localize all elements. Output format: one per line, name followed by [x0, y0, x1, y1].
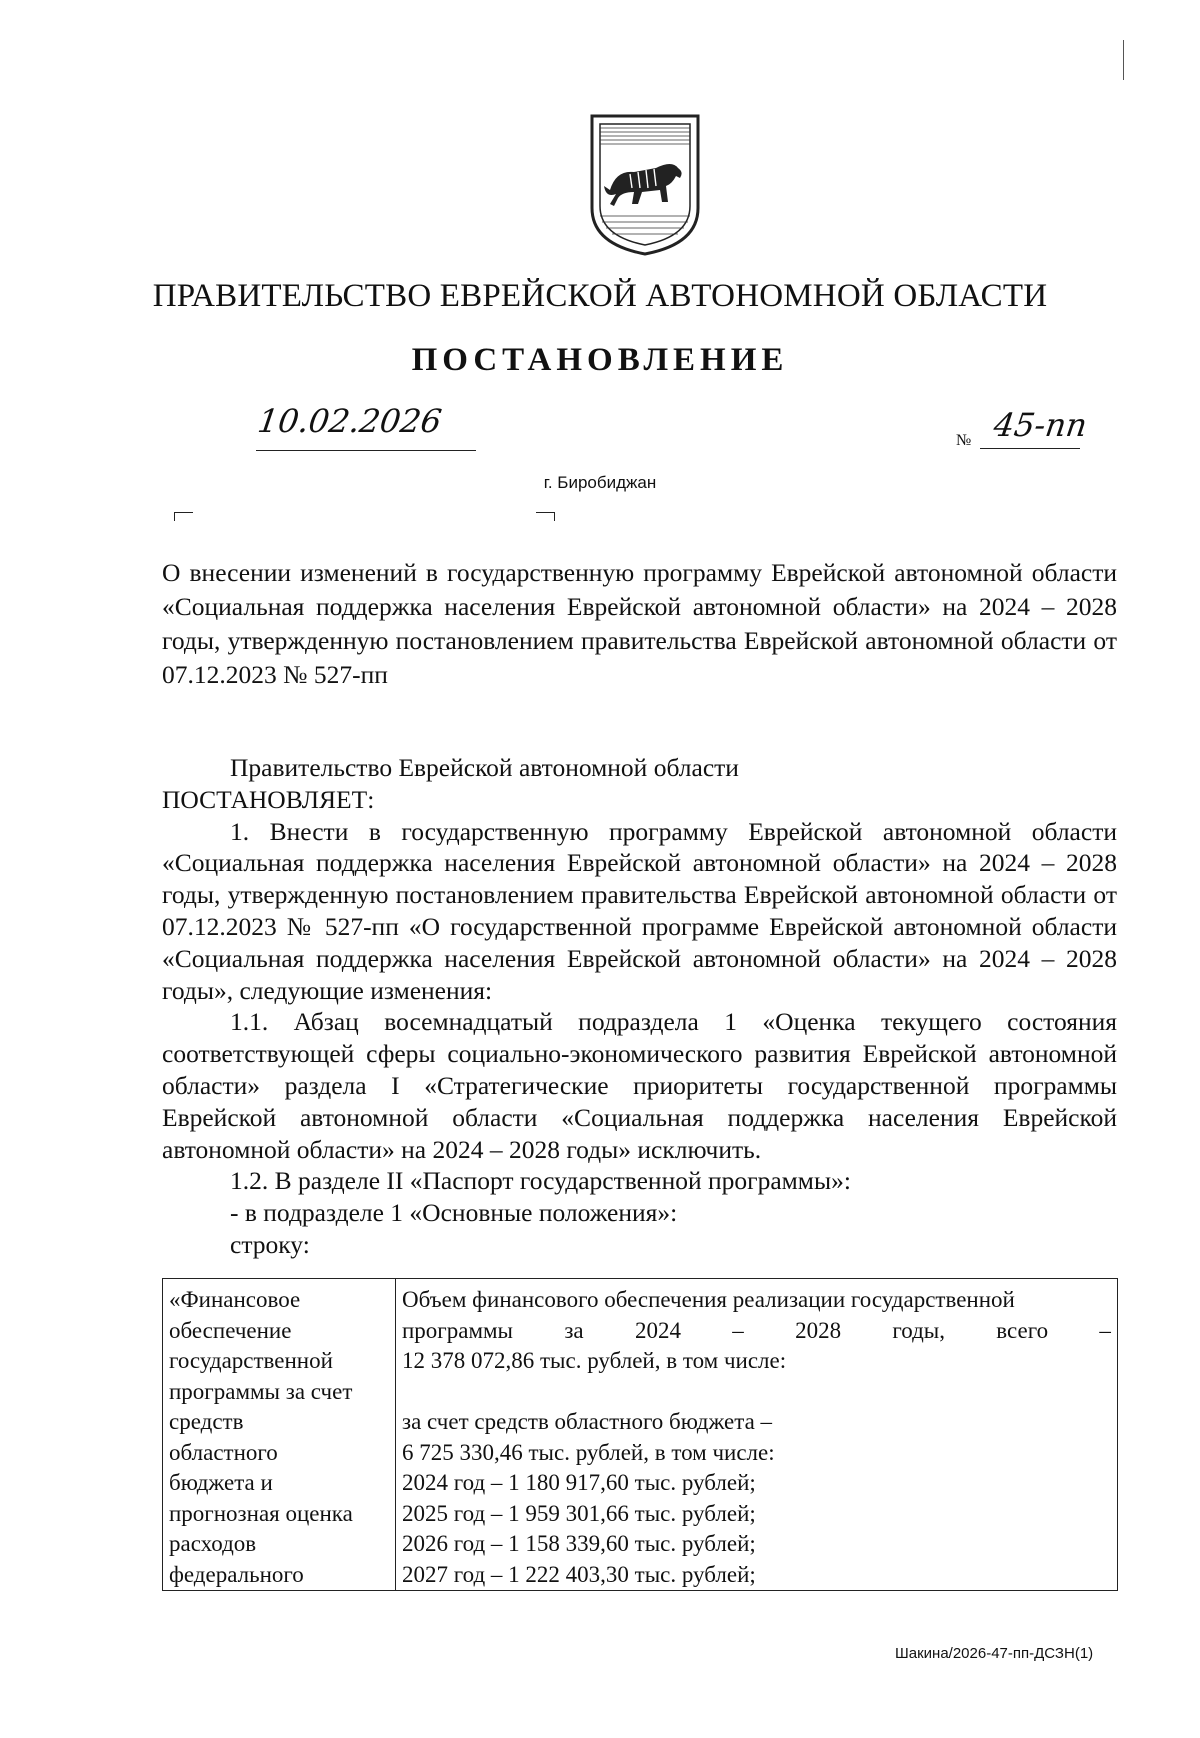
content-line: 12 378 072,86 тыс. рублей, в том числе:	[402, 1348, 787, 1373]
paragraph-item-1-2: 1.2. В разделе II «Паспорт государственной программы»:	[230, 1166, 851, 1196]
label-line: расходов	[169, 1531, 257, 1556]
label-line: обеспечение	[169, 1317, 292, 1343]
table-cell-content	[396, 1279, 1118, 1591]
number-label: №	[956, 432, 972, 449]
year-line: 2025 год – 1 959 301,66 тыс. рублей;	[402, 1500, 756, 1526]
paragraph-item-1-1: 1.1. Абзац восемнадцатый подраздела 1 «Оценка текущего состояния соответствующей сферы социально-экономического развития Еврейской автономной области» раздела I «Стратегические приоритеты государственной программы Еврейской автономной области «Социальная поддержка населения Еврейской автономной области» на 2024 – 2028 годы» исключить.	[162, 1007, 1117, 1164]
word: всего	[996, 1317, 1049, 1343]
word: 2028	[795, 1317, 842, 1343]
label-line: «Финансовое	[169, 1287, 301, 1312]
paragraph-row: строку:	[230, 1229, 310, 1259]
label-line: прогнозная оценка	[169, 1500, 353, 1526]
coat-of-arms-icon	[586, 112, 704, 258]
paragraph-resolves: ПОСТАНОВЛЯЕТ:	[162, 784, 375, 814]
year-line: 2024 год – 1 180 917,60 тыс. рублей;	[402, 1470, 756, 1495]
label-line: программы за счет	[169, 1378, 353, 1404]
label-line: государственной	[169, 1348, 333, 1373]
year-line: 2026 год – 1 158 339,60 тыс. рублей;	[402, 1531, 756, 1556]
content-line: за счет средств областного бюджета –	[402, 1409, 773, 1434]
financing-table	[162, 1278, 1118, 1591]
document-body	[162, 752, 1117, 1261]
content-line: Объем финансового обеспечения реализации государственной	[402, 1287, 1015, 1312]
document-title: О внесении изменений в государственную программу Еврейской автономной области «Социальная поддержка населения Еврейской автономной области» на 2024 – 2028 годы, утвержденную постановлением правительства Еврейской автономной области от 07.12.2023 № 527-пп	[162, 558, 1117, 689]
label-line: средств	[169, 1409, 244, 1434]
label-line: областного	[169, 1439, 278, 1465]
table-row	[163, 1279, 1118, 1591]
paragraph-government: Правительство Еврейской автономной области	[230, 753, 739, 782]
year-line: 2027 год – 1 222 403,30 тыс. рублей;	[402, 1561, 756, 1587]
scan-artifact-line	[1123, 40, 1124, 80]
table-cell-label	[163, 1279, 396, 1591]
paragraph-item-1: 1. Внести в государственную программу Еврейской автономной области «Социальная поддержка населения Еврейской автономной области» на 2024 – 2028 годы, утвержденную постановлением правительства Еврейской автономной области от 07.12.2023 № 527-пп «О государственной программе Еврейской автономной области «Социальная поддержка населения Еврейской автономной области» на 2024 – 2028 годы», следующие изменения:	[162, 816, 1117, 1005]
content-line-empty	[402, 1377, 1111, 1408]
document-number: 45-пп	[991, 406, 1090, 444]
title-bracket-left	[174, 512, 193, 521]
content-line: 6 725 330,46 тыс. рублей, в том числе:	[402, 1439, 775, 1465]
word: за	[564, 1317, 584, 1343]
word: программы	[402, 1317, 514, 1343]
organization-name: ПРАВИТЕЛЬСТВО ЕВРЕЙСКОЙ АВТОНОМНОЙ ОБЛАСТИ	[152, 278, 1048, 314]
paragraph-subsection: - в подразделе 1 «Основные положения»:	[230, 1198, 678, 1228]
word: –	[732, 1317, 744, 1343]
document-type: ПОСТАНОВЛЕНИЕ	[411, 342, 789, 378]
city: г. Биробиджан	[543, 473, 657, 492]
content-line-spread	[402, 1316, 1111, 1347]
title-bracket-right	[536, 512, 555, 521]
label-line: бюджета и	[169, 1470, 273, 1495]
word: –	[1099, 1317, 1111, 1343]
word: 2024	[634, 1317, 681, 1343]
word: годы,	[892, 1317, 945, 1343]
footer-reference: Шакина/2026-47-пп-ДСЗН(1)	[895, 1645, 1094, 1662]
document-date: 10.02.2026	[255, 402, 444, 440]
label-line: федерального	[169, 1561, 304, 1587]
